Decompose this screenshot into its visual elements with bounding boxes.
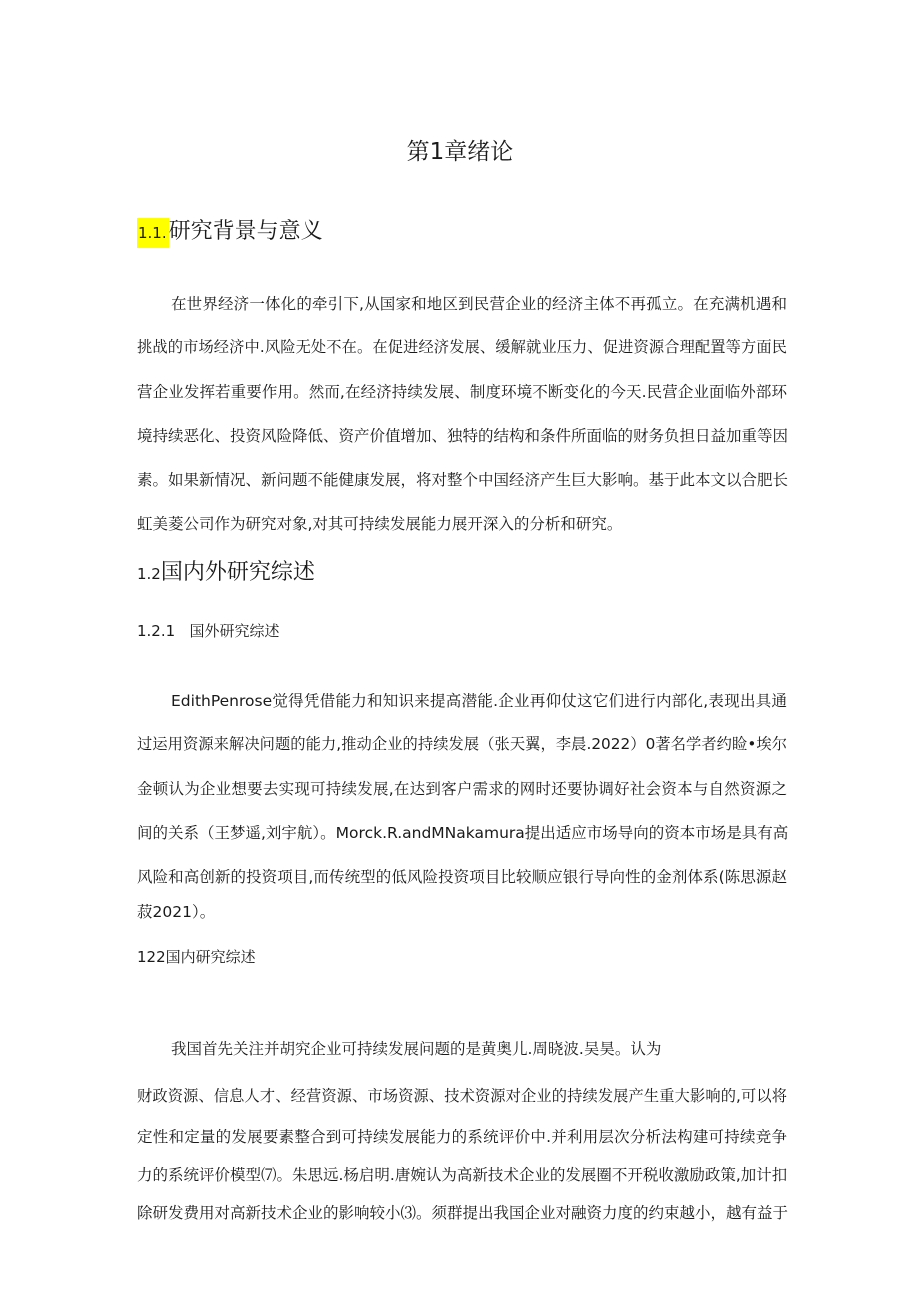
paragraph-line: EdithPenrose觉得凭借能力和知识来提高潜能.企业再仰仗这它们进行内部化,表现出具通 — [171, 691, 787, 710]
paragraph-line: 虹美菱公司作为研究对象,对其可持续发展能力展开深入的分析和研究。 — [137, 514, 623, 533]
paragraph-line: 除研发费用对高新技术企业的影响较小⑶。须群提出我国企业对融资力度的约束越小，越有益于 — [137, 1203, 789, 1222]
section-heading-1-1 — [137, 214, 323, 245]
section-heading-1-2 — [137, 555, 315, 586]
section-heading-1-2-1: 1.2.1 国外研究综述 — [137, 622, 280, 640]
paragraph-line: 菽2021）。 — [137, 902, 216, 921]
chapter-title: 第1章绪论 — [406, 139, 514, 165]
section-title-1-2: 国内外研究综述 — [160, 560, 315, 585]
paragraph-line: 营企业发挥若重要作用。然而,在经济持续发展、制度环境不断变化的今天.民营企业面临外部环 — [137, 382, 787, 401]
paragraph-line: 定性和定量的发展要素整合到可持续发展能力的系统评价中.并利用层次分析法构建可持续竞争 — [137, 1127, 787, 1146]
paragraph-line: 挑战的市场经济中.风险无处不在。在促进经济发展、缓解就业压力、促进资源合理配置等方面民 — [137, 338, 787, 357]
paragraph-line: 金顿认为企业想要去实现可持续发展,在达到客户需求的网时还要协调好社会资本与自然资源之 — [137, 779, 787, 798]
paragraph-line: 力的系统评价模型⑺。朱思远.杨启明.唐婉认为高新技术企业的发展圈不开税收激励政策,加计扣 — [137, 1165, 788, 1184]
section-title-1-1: 研究背景与意义 — [168, 219, 323, 244]
paragraph-line: 在世界经济一体化的牵引下,从国家和地区到民营企业的经济主体不再孤立。在充满机遇和 — [171, 294, 787, 313]
paragraph-line: 财政资源、信息人才、经营资源、市场资源、技术资源对企业的持续发展产生重大影响的,可以将 — [137, 1087, 787, 1106]
section-number-1-2: 1.2 — [137, 565, 161, 583]
paragraph-line: 过运用资源来解决问题的能力,推动企业的持续发展（张天翼，李晨.2022）0著名学者约睑•埃尔 — [137, 735, 787, 754]
paragraph-line: 风险和高创新的投资项目,而传统型的低风险投资项目比较顺应银行导向性的金剂体系(陈思源赵 — [137, 867, 787, 886]
paragraph-line: 间的关系（王梦遥,刘宇航）。Morck.R.andMNakamura提出适应市场导向的资本市场是具有高 — [137, 823, 789, 842]
section-number-1-1: 1.1. — [137, 218, 169, 248]
paragraph-line: 境持续恶化、投资风险降低、资产价值增加、独特的结构和条件所面临的财务负担日益加重等因 — [137, 426, 789, 445]
paragraph-domestic-intro: 我国首先关注并胡究企业可持续发展问题的是黄奥儿.周晓波.吴昊。认为 — [171, 1039, 662, 1058]
section-heading-1-2-2: 122国内研究综述 — [137, 948, 256, 966]
paragraph-line: 素。如果新情况、新问题不能健康发展，将对整个中国经济产生巨大影响。基于此本文以合肥长 — [137, 470, 789, 489]
